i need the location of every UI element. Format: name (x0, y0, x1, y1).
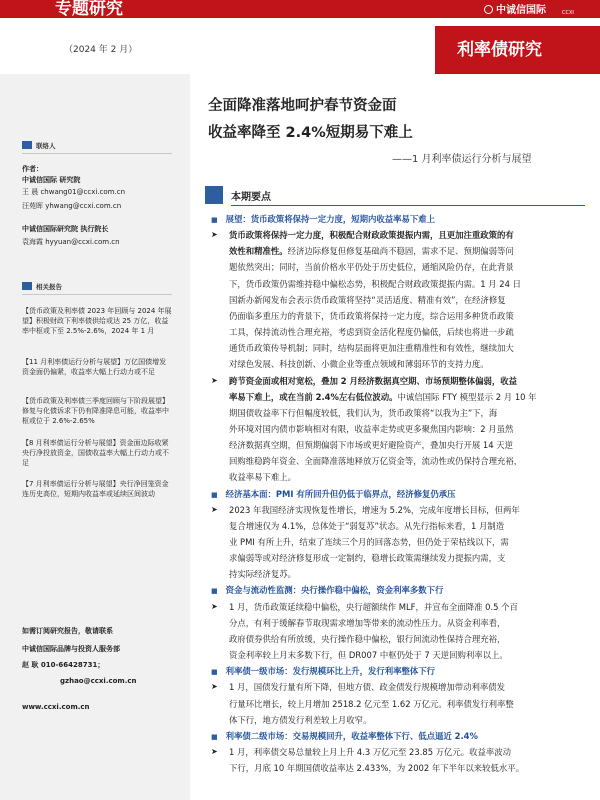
arrow-bullet-icon: ➤ (211, 505, 218, 514)
website[interactable]: www.ccxi.com.cn (22, 703, 90, 711)
summary-section-heading: ■ 利率债二级市场：交易规模回升，收益率整体下行、低点逼近 2.4% (211, 731, 478, 741)
summary-line: 对绿色发展、科技创新、小微企业等重点领域和薄弱环节的支持力度。 (229, 359, 489, 369)
report-type: 专题研究 (55, 0, 123, 19)
summary-line: 率易下难上，或在当前 2.4%左右低位波动。中诚信国际 FTY 模型显示 2 月 10 年 (229, 392, 537, 402)
subscribe: 如需订阅研究报告，敬请联系 (22, 627, 113, 635)
summary-line: 行量环比增长，较上月增加 2518.2 亿元至 1.62 万亿元。利率债发行利率整 (229, 699, 514, 709)
arrow-bullet-icon: ➤ (211, 747, 218, 756)
square-bullet-icon: ■ (211, 216, 218, 224)
page-title-line1: 全面降准落地呵护春节资金面 (208, 98, 397, 114)
dept: 中诚信国际品牌与投资人服务部 (22, 645, 120, 653)
summary-line: 经济数据真空期，但预期偏弱下市场或更好避险资产，叠加央行开展 14 天逆 (229, 440, 513, 450)
page-subtitle: ——1 月利率债运行分析与展望 (392, 154, 532, 165)
contact-section-label: 联络人 (22, 141, 56, 150)
sidebar (0, 74, 190, 800)
summary-section-heading: ■ 资金与流动性监测：央行操作稳中偏松，资金利率多数下行 (211, 585, 444, 595)
summary-line: 外环境对国内债市影响相对有限，收益率走势或更多聚焦国内影响：2 月虽然 (229, 424, 514, 434)
summary-line: 复合增速仅为 4.1%，总体处于“弱复苏”状态。从先行指标来看，1 月制造 (229, 521, 505, 531)
org2: 中诚信国际研究院 执行院长 (22, 225, 109, 233)
logo: 中诚信国际 (484, 1, 546, 16)
summary-line: 1 月，货币政策延续稳中偏松，央行超额续作 MLF，并宣布全面降准 0.5 个百 (229, 602, 518, 612)
summary-line: 跨节资金面或相对宽松，叠加 2 月经济数据真空期、市场预期整体偏弱，收益 (229, 376, 518, 386)
square-bullet-icon: ■ (211, 491, 218, 499)
org1: 中诚信国际 研究院 (22, 176, 81, 184)
summary-line: 工具，保持流动性合理充裕，考虑到资金活化程度仍偏低，后续也将进一步疏 (229, 327, 514, 337)
person2: 汪苑晖 yhwang@ccxi.com.cn (22, 202, 122, 210)
summary-section-heading: ■ 展望：货币政策将保持一定力度，短期内收益率易下难上 (211, 214, 435, 224)
summary-line: 下行，月底 10 年期国债收益率达 2.433%，为 2002 年下半年以来较低水平。 (229, 763, 524, 773)
related-section-label: 相关报告 (22, 282, 62, 291)
summary-line: 货币政策将保持一定力度，积极配合财政政策提振内需，且更加注重政策的有 (229, 230, 514, 240)
summary-line: 收益率易下难上。 (229, 472, 296, 482)
page-title-line2: 收益率降至 2.4%短期易下难上 (208, 125, 413, 141)
contact-icon (22, 141, 32, 149)
summary-line: 国新办新闻发布会表示货币政策将坚持“灵活适度、精准有效”，在经济修复 (229, 295, 506, 305)
summary-line: 仍面临多重压力的背景下，货币政策将保持一定力度，综合运用多种货币政策 (229, 311, 514, 321)
summary-section-heading: ■ 经济基本面：PMI 有所回升但仍低于临界点，经济修复仍承压 (211, 489, 456, 499)
arrow-bullet-icon: ➤ (211, 602, 218, 611)
related-report[interactable]: 【7 月利率债运行分析与展望】央行净回笼资金连历史高位，短期内收益率或延续区间波动 (22, 480, 169, 498)
square-bullet-icon: ■ (211, 587, 218, 595)
logo-icon (484, 5, 493, 14)
related-report[interactable]: 【货币政策及利率债三季度回顾与下阶段展望】修复与化债诉求下仍有降准降息可能，收益率中枢或位于 2.6%-2.65% (22, 397, 169, 425)
summary-line: 分点，有利于缓解春节取现需求增加等带来的流动性压力。从资金利率看， (229, 618, 506, 628)
header-band (0, 0, 600, 18)
person3: 袁海霞 hyyuan@ccxi.com.cn (22, 238, 120, 246)
summary-line: 下，货币政策仍需维持稳中偏松态势，积极配合财政政策提振内需。1 月 24 日 (229, 279, 521, 289)
summary-line: 持实际经济复苏。 (229, 569, 296, 579)
summary-line: 政府债券供给有所放缓，央行操作稳中偏松，银行间流动性保持合理充裕， (229, 634, 506, 644)
summary-line: 求偏弱等或对经济修复形成一定制约，稳增长政策需继续发力提振内需，支 (229, 553, 506, 563)
summary-line: 1 月，利率债交易总量较上月上升 4.3 万亿元至 23.85 万亿元。收益率波动 (229, 747, 512, 757)
summary-heading: 本期要点 (205, 185, 585, 207)
author-label: 作者： (22, 165, 43, 173)
summary-line: 资金利率较上月末多数下行，但 DR007 中枢仍处于 7 天逆回购利率以上。 (229, 650, 508, 660)
summary-line: 回购维稳跨年资金、全面降准落地释放万亿资金等，流动性或仍保持合理充裕， (229, 456, 523, 466)
arrow-bullet-icon: ➤ (211, 376, 218, 385)
summary-line: 题依然突出；同时，当前价格水平仍处于历史低位，通缩风险仍存，在此背景 (229, 262, 514, 272)
summary-line: 1 月，国债发行量有所下降，但地方债、政金债发行规模增加带动利率债发 (229, 682, 505, 692)
related-report[interactable]: 【货币政策及利率债 2023 年回顾与 2024 年展望】积极财政下利率债供给或达 25 万亿，收益率中枢或下至 2.5%-2.6%，2024 年 1 月 (22, 307, 172, 335)
summary-icon (205, 186, 223, 204)
report-date: （2024 年 2 月） (64, 45, 138, 55)
report-icon (22, 282, 32, 290)
logo-sub: CCXI (562, 10, 574, 16)
related-report[interactable]: 【8 月利率债运行分析与展望】资金面边际收紧央行净投放资金，国债收益率大幅上行动力或不足 (22, 439, 169, 467)
related-report[interactable]: 【11 月利率债运行分析与展望】万亿国债增发资金面仍偏紧，收益率大幅上行动力或不足 (22, 358, 167, 376)
contact-email[interactable]: gzhao@ccxi.com.cn (60, 677, 137, 685)
summary-section-heading: ■ 利率债一级市场：发行规模环比上升，发行利率整体下行 (211, 666, 435, 676)
summary-line: 通货币政策传导机制；同时，结构层面将更加注重精准性和有效性，继续加大 (229, 343, 514, 353)
banner: 利率债研究 (435, 26, 600, 74)
arrow-bullet-icon: ➤ (211, 682, 218, 691)
summary-line: 效性和精准性。经济边际修复但修复基础尚不稳固，需求不足、预期偏弱等问 (229, 246, 514, 256)
summary-line: 体下行，地方债发行利差较上月收窄。 (229, 715, 372, 725)
arrow-bullet-icon: ➤ (211, 230, 218, 239)
square-bullet-icon: ■ (211, 733, 218, 741)
summary-line: 2023 年我国经济实现恢复性增长，增速为 5.2%，完成年度增长目标，但两年 (229, 505, 520, 515)
square-bullet-icon: ■ (211, 668, 218, 676)
person1: 王 晨 chwang01@ccxi.com.cn (22, 188, 126, 196)
summary-line: 期国债收益率下行但幅度较低，我们认为，货币政策将“以我为主”下，海 (229, 408, 498, 418)
summary-line: 业 PMI 有所上升，结束了连续三个月的回落态势，但仍处于荣枯线以下，需 (229, 537, 509, 547)
contact-name: 赵 耿 010-66428731； (22, 661, 105, 669)
